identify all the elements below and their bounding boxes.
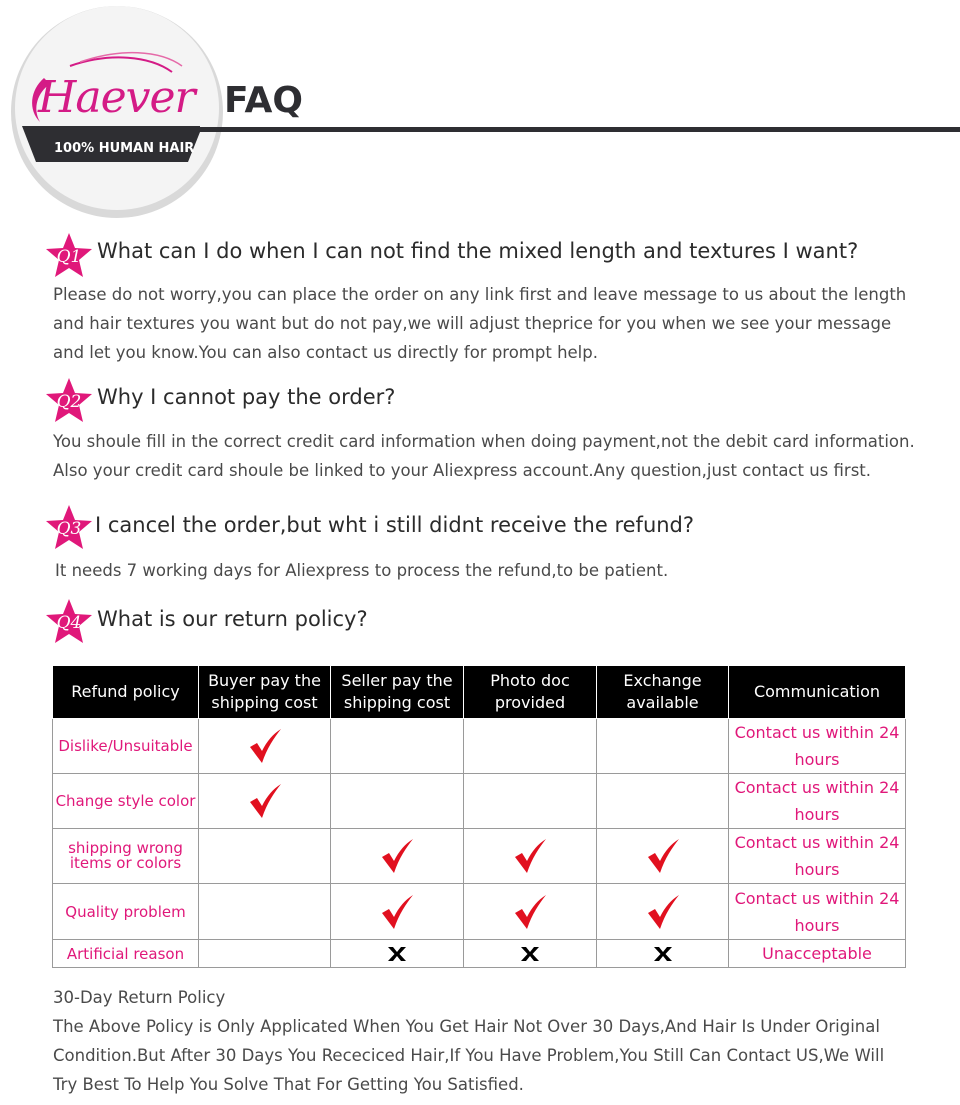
policy-label: shipping wrong bbox=[68, 839, 183, 857]
mark-cell bbox=[464, 774, 597, 829]
mark-cell bbox=[464, 719, 597, 774]
answer-line: It needs 7 working days for Aliexpress to process the refund,to be patient. bbox=[55, 561, 669, 580]
footer-heading: 30-Day Return Policy bbox=[53, 988, 226, 1007]
column-header bbox=[464, 666, 597, 719]
communication-text: Contact us within 24 bbox=[734, 888, 900, 908]
policy-cell bbox=[53, 884, 199, 940]
mark-cell bbox=[331, 884, 464, 940]
communication-text: hours bbox=[794, 860, 840, 879]
answer-line: You shoule fill in the correct credit card information when doing payment,not the debit card information. bbox=[53, 432, 915, 451]
column-header bbox=[53, 666, 199, 719]
mark-cell bbox=[597, 774, 729, 829]
star-badge-icon bbox=[44, 377, 94, 423]
star-badge-icon bbox=[44, 598, 94, 644]
communication-text: Unacceptable bbox=[762, 944, 872, 963]
policy-label: Artificial reason bbox=[66, 944, 185, 963]
faq-question: What can I do when I can not find the mixed length and textures I want? bbox=[97, 239, 859, 263]
answer-line: and hair textures you want but do not pay,we will adjust theprice for you when we see your message bbox=[53, 314, 892, 333]
check-mark-icon bbox=[379, 838, 415, 874]
mark-cell bbox=[199, 884, 331, 940]
communication-text: Contact us within 24 bbox=[734, 833, 900, 852]
mark-cell bbox=[597, 829, 729, 884]
table-row bbox=[53, 829, 906, 884]
badge-label: Q2 bbox=[56, 392, 82, 412]
faq-question: I cancel the order,but wht i still didnt receive the refund? bbox=[95, 513, 695, 537]
check-mark-icon bbox=[645, 838, 681, 874]
return-policy-table bbox=[52, 665, 906, 968]
column-header-line: Photo doc bbox=[490, 671, 570, 690]
footer-line: Try Best To Help You Solve That For Getting You Satisfied. bbox=[53, 1075, 524, 1094]
column-header-line: shipping cost bbox=[211, 693, 318, 712]
cross-mark-icon bbox=[652, 946, 674, 962]
policy-cell bbox=[53, 940, 199, 968]
communication-text: Contact us within 24 bbox=[734, 723, 900, 742]
table-row bbox=[53, 940, 906, 968]
communication-cell bbox=[729, 774, 906, 829]
column-header bbox=[331, 666, 464, 719]
policy-label: items or colors bbox=[69, 854, 182, 872]
mark-cell bbox=[199, 940, 331, 968]
mark-cell bbox=[199, 829, 331, 884]
answer-line: Also your credit card shoule be linked to your Aliexpress account.Any question,just contact us first. bbox=[53, 461, 871, 480]
column-header bbox=[729, 666, 906, 719]
mark-cell bbox=[199, 774, 331, 829]
mark-cell bbox=[464, 829, 597, 884]
column-header bbox=[597, 666, 729, 719]
column-header-line: Buyer pay the bbox=[208, 671, 321, 690]
communication-text: hours bbox=[794, 750, 840, 769]
mark-cell bbox=[199, 719, 331, 774]
cross-mark-icon bbox=[386, 946, 408, 962]
policy-label: Quality problem bbox=[65, 902, 186, 921]
column-header-line: Communication bbox=[753, 682, 881, 701]
policy-cell bbox=[53, 774, 199, 829]
policy-label: Change style color bbox=[55, 792, 196, 810]
check-mark-icon bbox=[247, 783, 283, 819]
table-header-row bbox=[53, 666, 906, 719]
policy-label: Dislike/Unsuitable bbox=[58, 737, 193, 755]
brand-tagline: 100% HUMAN HAIR bbox=[54, 141, 195, 156]
check-mark-icon bbox=[645, 894, 681, 930]
table-row bbox=[53, 774, 906, 829]
footer-line: Condition.But After 30 Days You Receciced Hair,If You Have Problem,You Still Can Contact US,We Will bbox=[53, 1046, 885, 1065]
mark-cell bbox=[331, 940, 464, 968]
badge-label: Q1 bbox=[56, 247, 82, 267]
column-header-line: Exchange bbox=[623, 671, 702, 690]
check-mark-icon bbox=[512, 838, 548, 874]
page-title: FAQ bbox=[224, 80, 303, 121]
communication-cell bbox=[729, 884, 906, 940]
check-mark-icon bbox=[512, 894, 548, 930]
communication-cell bbox=[729, 719, 906, 774]
table-row bbox=[53, 719, 906, 774]
column-header-line: shipping cost bbox=[343, 693, 451, 712]
column-header-line: provided bbox=[494, 693, 566, 712]
footer-line: The Above Policy is Only Applicated When You Get Hair Not Over 30 Days,And Hair Is Under Original bbox=[53, 1017, 880, 1036]
communication-cell bbox=[729, 829, 906, 884]
badge-label: Q3 bbox=[56, 519, 82, 539]
return-policy-note bbox=[53, 983, 933, 1099]
check-mark-icon bbox=[247, 728, 283, 764]
mark-cell bbox=[464, 940, 597, 968]
column-header-line: Seller pay the bbox=[341, 671, 453, 690]
answer-line: Please do not worry,you can place the order on any link first and leave message to us about the length bbox=[53, 285, 907, 304]
star-badge-icon bbox=[44, 504, 94, 550]
badge-label: Q4 bbox=[56, 613, 82, 633]
communication-text: Contact us within 24 bbox=[734, 778, 900, 797]
column-header bbox=[199, 666, 331, 719]
mark-cell bbox=[464, 884, 597, 940]
communication-cell bbox=[729, 940, 906, 968]
table-row bbox=[53, 884, 906, 940]
faq-answer bbox=[53, 280, 933, 367]
cross-mark-icon bbox=[519, 946, 541, 962]
faq-question: Why I cannot pay the order? bbox=[97, 385, 396, 409]
mark-cell bbox=[597, 884, 729, 940]
faq-answer bbox=[55, 556, 935, 585]
column-header-line: Refund policy bbox=[71, 682, 180, 701]
mark-cell bbox=[597, 940, 729, 968]
answer-line: and let you know.You can also contact us directly for prompt help. bbox=[53, 343, 598, 362]
communication-text: hours bbox=[794, 805, 840, 824]
policy-cell bbox=[53, 829, 199, 884]
mark-cell bbox=[331, 829, 464, 884]
communication-text: hours bbox=[794, 915, 840, 935]
mark-cell bbox=[331, 774, 464, 829]
faq-answer bbox=[53, 427, 933, 485]
page-header bbox=[0, 0, 960, 220]
check-mark-icon bbox=[379, 894, 415, 930]
mark-cell bbox=[597, 719, 729, 774]
brand-logo-text: Haever bbox=[38, 72, 195, 123]
star-badge-icon bbox=[44, 232, 94, 278]
mark-cell bbox=[331, 719, 464, 774]
column-header-line: available bbox=[626, 693, 699, 712]
faq-question: What is our return policy? bbox=[97, 607, 368, 631]
policy-cell bbox=[53, 719, 199, 774]
